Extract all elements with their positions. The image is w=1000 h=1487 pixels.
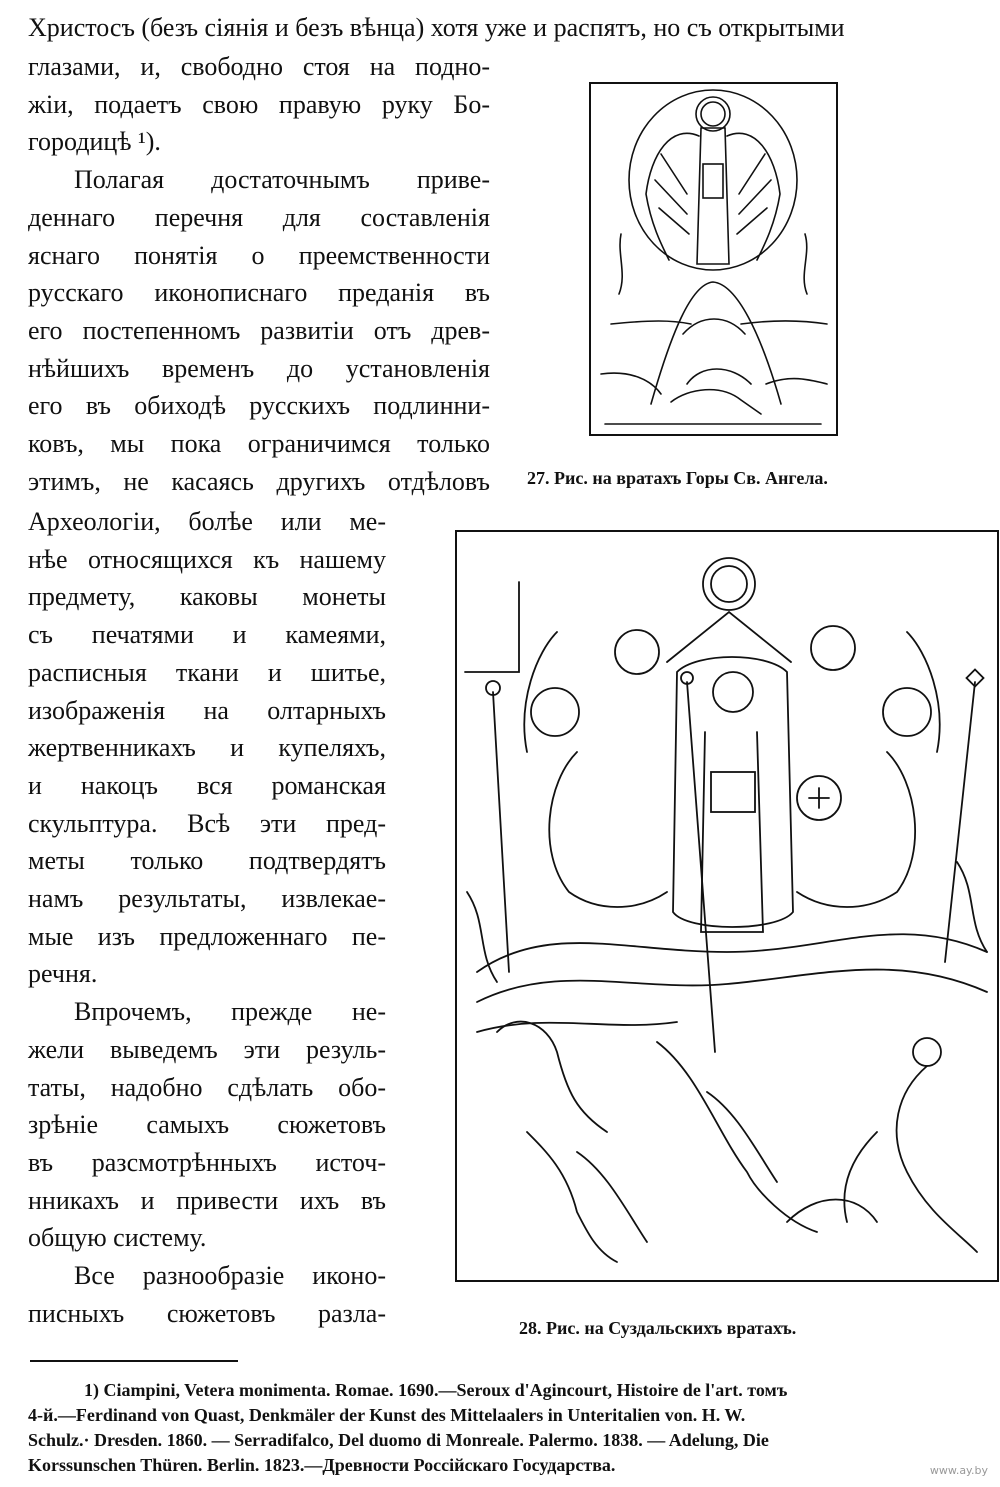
- text-line: Полагая достаточнымъ приве-: [74, 165, 490, 195]
- figure-28-engraving: [455, 530, 999, 1282]
- text-line: яснаго понятія о преемственности: [28, 240, 490, 270]
- watermark: www.ay.by: [929, 1464, 988, 1477]
- footnote-line: Korssunschen Thüren. Berlin. 1823.—Древности Россійскаго Государства.: [28, 1455, 616, 1475]
- text-line: скульптура. Всѣ эти пред-: [28, 808, 386, 838]
- text-line: его постепенномъ развитіи отъ древ-: [28, 315, 490, 345]
- text-line: городицѣ ¹).: [28, 127, 161, 157]
- footnote-line: 1) Ciampini, Vetera monimenta. Romae. 1690.—Seroux d'Agincourt, Histoire de l'art. томъ: [84, 1380, 788, 1400]
- text-line: меты только подтвердятъ: [28, 846, 386, 876]
- text-line: намъ результаты, извлекае-: [28, 884, 386, 914]
- angel-mountain-illustration: [591, 84, 836, 434]
- text-line: деннаго перечня для составленія: [28, 202, 490, 232]
- figure-27-caption: 27. Рис. на вратахъ Горы Св. Ангела.: [527, 468, 828, 488]
- text-line: нѣе относящихся къ нашему: [28, 544, 386, 574]
- footnote-divider: [30, 1360, 238, 1362]
- text-line: общую систему.: [28, 1223, 207, 1253]
- text-line: этимъ, не касаясь другихъ отдѣловъ: [28, 466, 490, 496]
- text-line: нникахъ и привести ихъ въ: [28, 1185, 386, 1215]
- text-line: речня.: [28, 959, 98, 989]
- footnote-line: 4-й.—Ferdinand von Quast, Denkmäler der Kunst des Mittelaalers in Unteritalien von. H. W.: [28, 1405, 746, 1425]
- text-line: нѣйшихъ временъ до установленія: [28, 353, 490, 383]
- footnote-line: Schulz.· Dresden. 1860. — Serradifalco, Del duomo di Monreale. Palermo. 1838. — Adelung, Die: [28, 1430, 769, 1450]
- footnotes: [28, 1378, 1000, 1478]
- text-line: мые изъ предложеннаго пе-: [28, 921, 386, 951]
- text-column-upper: [28, 48, 490, 500]
- text-line: съ печатями и камеями,: [28, 620, 386, 650]
- text-line: глазами, и, свободно стоя на подно-: [28, 52, 490, 81]
- text-line: жертвенникахъ и купеляхъ,: [28, 733, 386, 763]
- figure-28-caption: 28. Рис. на Суздальскихъ вратахъ.: [519, 1318, 797, 1338]
- text-line: русскаго иконописнаго преданія въ: [28, 278, 490, 308]
- suzdal-gates-illustration: [457, 532, 997, 1280]
- text-line: Впрочемъ, прежде не-: [74, 997, 386, 1027]
- text-line: и накоцъ вся романская: [28, 770, 386, 800]
- text-line: писныхъ сюжетовъ разла-: [28, 1298, 386, 1328]
- text-line: ковъ, мы пока ограничимся только: [28, 429, 490, 459]
- figure-27-engraving: [589, 82, 838, 436]
- top-text-line: Христосъ (безъ сіянія и безъ вѣнца) хотя уже и распятъ, но съ открытыми: [28, 13, 845, 42]
- text-line: его въ обиходѣ русскихъ подлинни-: [28, 391, 490, 421]
- text-line: въ разсмотрѣнныхъ источ-: [28, 1147, 386, 1177]
- text-line: жіи, подаетъ свою правую руку Бо-: [28, 89, 490, 119]
- text-line: таты, надобно сдѣлать обо-: [28, 1072, 386, 1102]
- text-line: предмету, каковы монеты: [28, 582, 386, 612]
- text-line: изображенія на олтарныхъ: [28, 695, 386, 725]
- text-line: расписныя ткани и шитье,: [28, 657, 386, 687]
- text-line: зрѣніе самыхъ сюжетовъ: [28, 1110, 386, 1140]
- text-line: Все разнообразіе иконо-: [74, 1261, 386, 1291]
- text-column-lower: [28, 503, 386, 1332]
- text-line: жели выведемъ эти резуль-: [28, 1034, 386, 1064]
- text-line: Археологіи, болѣе или ме-: [28, 507, 386, 536]
